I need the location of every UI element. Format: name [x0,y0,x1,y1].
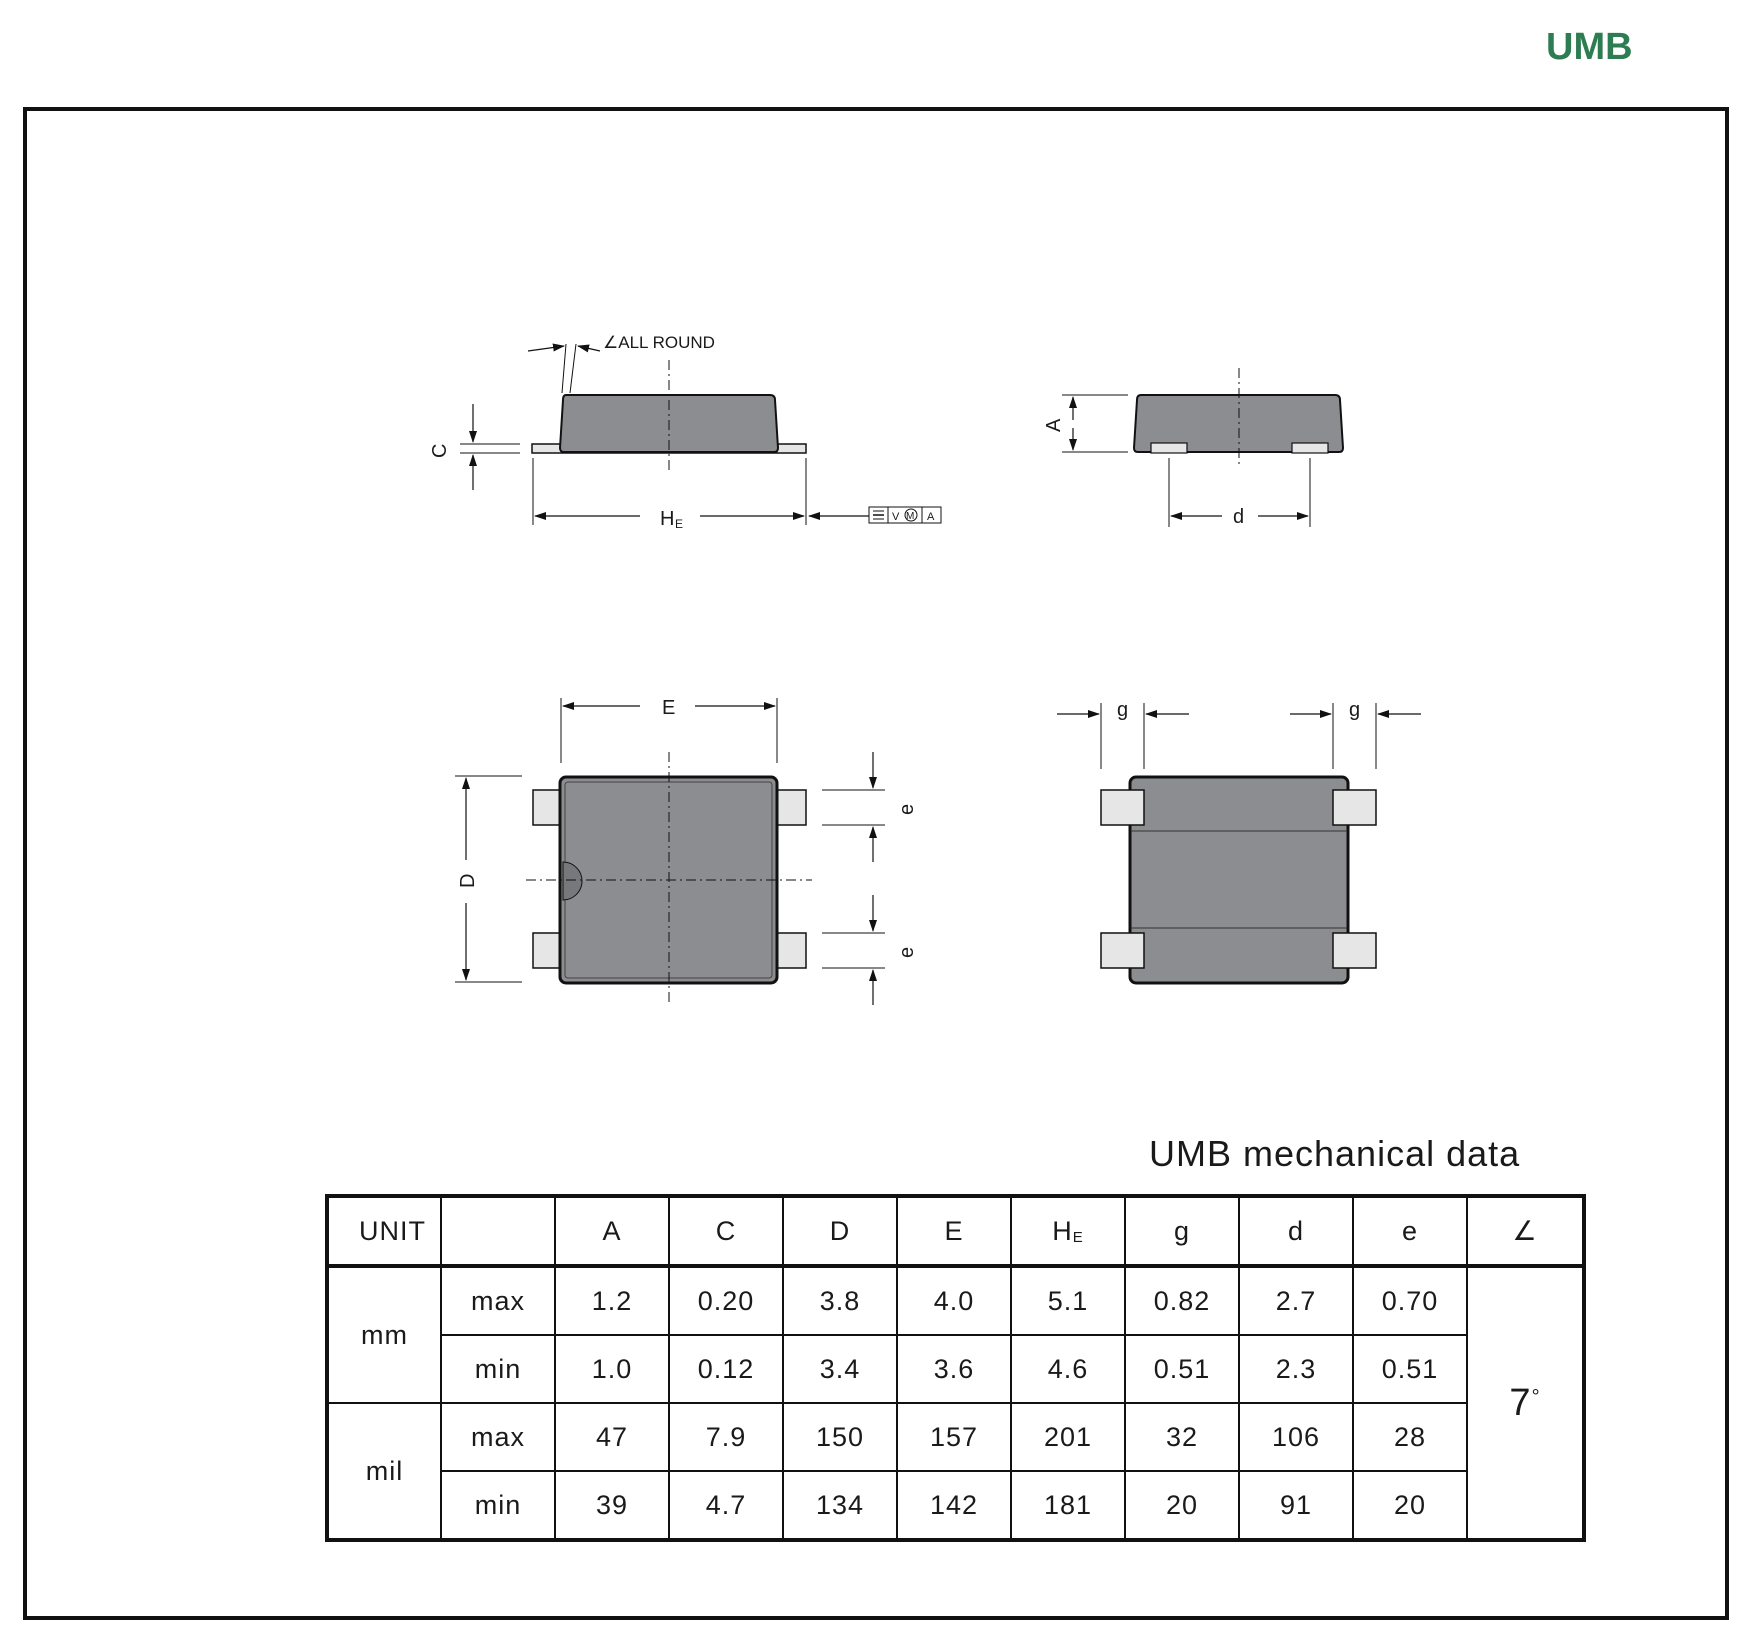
table-row [327,1266,1584,1335]
value-cell: 2.3 [1239,1335,1353,1403]
value-cell: 201 [1011,1403,1125,1471]
tolerance-frame [869,507,941,523]
angle-unit: ° [1531,1385,1541,1408]
svg-text:M: M [906,511,915,522]
table-row [327,1403,1584,1471]
value-cell: 3.4 [783,1335,897,1403]
value-cell: 47 [555,1403,669,1471]
kind-cell: max [441,1403,555,1471]
header-col: E [897,1196,1011,1266]
value-cell: 4.0 [897,1266,1011,1335]
draft-arrow [578,346,600,351]
top-lead [776,790,806,825]
angle-value: 7 [1509,1381,1532,1424]
bottom-body [1130,777,1348,983]
header-col: g [1125,1196,1239,1266]
value-cell: 4.7 [669,1471,783,1540]
end-view [1043,368,1343,528]
header-col: C [669,1196,783,1266]
header-col-HE [1011,1196,1125,1266]
value-cell: 3.6 [897,1335,1011,1403]
value-cell: 0.51 [1353,1335,1467,1403]
value-cell: 134 [783,1471,897,1540]
value-cell: 3.8 [783,1266,897,1335]
value-cell: 2.7 [1239,1266,1353,1335]
kind-cell: max [441,1266,555,1335]
unit-cell: mil [327,1403,441,1540]
value-cell: 181 [1011,1471,1125,1540]
draft-arrow [528,346,564,351]
dim-label-C: C [429,443,451,458]
header-col-sub: E [1072,1228,1084,1246]
kind-cell: min [441,1335,555,1403]
header-col: D [783,1196,897,1266]
value-cell: 20 [1353,1471,1467,1540]
value-cell: 4.6 [1011,1335,1125,1403]
draft-line [562,344,566,393]
dim-label-e: e [896,946,918,958]
mechanical-data-table [325,1194,1586,1542]
value-cell: 0.70 [1353,1266,1467,1335]
angle-cell [1467,1266,1584,1540]
table-header-row [327,1196,1584,1266]
value-cell: 0.82 [1125,1266,1239,1335]
value-cell: 5.1 [1011,1266,1125,1335]
value-cell: 0.20 [669,1266,783,1335]
table-row [327,1335,1584,1403]
value-cell: 0.51 [1125,1335,1239,1403]
value-cell: 1.0 [555,1335,669,1403]
kind-cell: min [441,1471,555,1540]
svg-text:V: V [892,511,900,523]
end-lead [1151,443,1187,453]
value-cell: 32 [1125,1403,1239,1471]
side-view [429,333,941,531]
header-col: A [555,1196,669,1266]
value-cell: 20 [1125,1471,1239,1540]
bottom-pad [1333,790,1376,825]
header-col: H [1052,1215,1073,1246]
dim-label-HE: H [660,508,675,530]
bottom-pad [1101,933,1144,968]
header-blank [441,1196,555,1266]
bottom-pad [1101,790,1144,825]
value-cell: 39 [555,1471,669,1540]
value-cell: 7.9 [669,1403,783,1471]
value-cell: 28 [1353,1403,1467,1471]
value-cell: 106 [1239,1403,1353,1471]
dim-label-D: D [457,873,479,888]
value-cell: 150 [783,1403,897,1471]
dim-label-g: g [1349,699,1361,721]
top-view [455,697,918,1005]
bottom-pad [1333,933,1376,968]
dim-label-HE-sub: E [675,517,684,531]
dim-label-E: E [662,697,676,719]
top-lead [776,933,806,968]
header-col: d [1239,1196,1353,1266]
angle-note: ∠ALL ROUND [603,333,715,352]
dim-label-g: g [1117,699,1129,721]
page-title: UMB [1546,26,1633,68]
dim-label-A: A [1043,418,1065,432]
end-lead [1292,443,1328,453]
table-row [327,1471,1584,1540]
header-unit: UNIT [327,1196,441,1266]
dim-label-e: e [896,803,918,815]
value-cell: 157 [897,1403,1011,1471]
value-cell: 1.2 [555,1266,669,1335]
dim-label-d: d [1233,506,1245,528]
value-cell: 91 [1239,1471,1353,1540]
draft-line [570,344,576,393]
table-caption: UMB mechanical data [1149,1133,1521,1174]
header-col: e [1353,1196,1467,1266]
svg-text:A: A [927,511,935,523]
value-cell: 0.12 [669,1335,783,1403]
bottom-view [1057,699,1421,983]
header-col-angle: ∠ [1467,1196,1584,1266]
value-cell: 142 [897,1471,1011,1540]
unit-cell: mm [327,1266,441,1403]
